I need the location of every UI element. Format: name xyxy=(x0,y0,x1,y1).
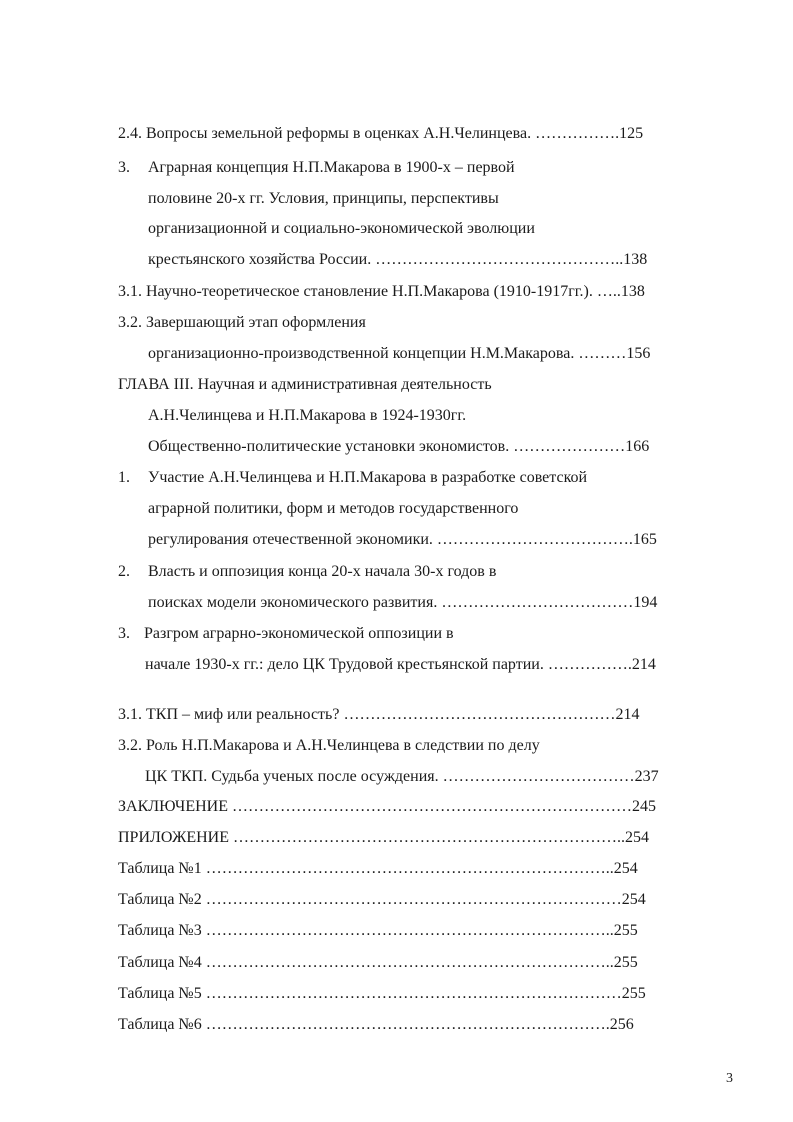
toc-entry-text: 3.2. Завершающий этап оформления xyxy=(118,314,366,331)
toc-entry xyxy=(148,219,535,239)
toc-entry-text: А.Н.Челинцева и Н.П.Макарова в 1924-1930гг. xyxy=(148,407,467,424)
toc-entry-text: организационно-производственной концепции Н.М.Макарова. ………156 xyxy=(148,345,651,362)
toc-entry-text: ЦК ТКП. Судьба ученых после осуждения. ………………………………237 xyxy=(145,768,659,785)
toc-entry xyxy=(118,797,656,817)
toc-entry xyxy=(118,468,587,488)
toc-entry-number: 2. xyxy=(118,563,130,580)
toc-entry-number: 1. xyxy=(118,469,130,486)
toc-entry xyxy=(118,890,646,910)
toc-entry-text: Участие А.Н.Челинцева и Н.П.Макарова в разработке советской xyxy=(148,469,588,486)
toc-entry-text: Таблица №4 …………………………………………………………………..255 xyxy=(118,954,638,971)
toc-entry xyxy=(118,705,639,725)
toc-entry xyxy=(148,189,499,209)
toc-entry xyxy=(148,593,657,613)
toc-entry-text: крестьянского хозяйства России. ………………………………………..138 xyxy=(148,251,648,268)
toc-entry xyxy=(148,250,647,270)
toc-entry xyxy=(118,562,496,582)
toc-entry xyxy=(118,375,492,395)
page-number: 3 xyxy=(726,1071,733,1086)
toc-entry-text: начале 1930-х гг.: дело ЦК Трудовой крестьянской партии. …………….214 xyxy=(145,656,656,673)
toc-entry xyxy=(118,984,646,1004)
toc-entry xyxy=(118,158,515,178)
toc-entry-number: 3. xyxy=(118,625,130,642)
toc-entry-text: Аграрная концепция Н.П.Макарова в 1900-х – первой xyxy=(148,159,515,176)
toc-entry-text: Разгром аграрно-экономической оппозиции в xyxy=(144,625,454,642)
toc-entry xyxy=(148,499,518,519)
toc-entry-text: ПРИЛОЖЕНИЕ ………………………………………………………………..254 xyxy=(118,829,650,846)
toc-entry-number: 3. xyxy=(118,159,130,176)
toc-entry-text: 2.4. Вопросы земельной реформы в оценках А.Н.Челинцева. …………….125 xyxy=(118,125,644,142)
toc-entry-text: Таблица №2 ……………………………………………………………………254 xyxy=(118,891,646,908)
toc-entry-text: 3.2. Роль Н.П.Макарова и А.Н.Челинцева в следствии по делу xyxy=(118,737,540,754)
toc-entry xyxy=(148,437,649,457)
toc-entry-text: организационной и социально-экономической эволюции xyxy=(148,220,535,237)
toc-entry xyxy=(118,736,540,756)
toc-entry-text: Таблица №5 ……………………………………………………………………255 xyxy=(118,985,646,1002)
toc-entry xyxy=(148,530,657,550)
toc-entry-text: ЗАКЛЮЧЕНИЕ …………………………………………………………………245 xyxy=(118,798,656,815)
toc-entry-text: поисках модели экономического развития. ………………………………194 xyxy=(148,594,658,611)
toc-entry xyxy=(118,313,366,333)
toc-entry-text: ГЛАВА III. Научная и административная деятельность xyxy=(118,376,492,393)
toc-entry xyxy=(118,124,715,144)
toc-entry-text: 3.1. Научно-теоретическое становление Н.П.Макарова (1910-1917гг.). …..138 xyxy=(118,283,645,300)
toc-entry-text: половине 20-х гг. Условия, принципы, перспективы xyxy=(148,190,499,207)
toc-entry-text: Власть и оппозиция конца 20-х начала 30-х годов в xyxy=(148,563,497,580)
toc-entry-text: Общественно-политические установки экономистов. …………………166 xyxy=(148,438,650,455)
toc-entry-text: регулирования отечественной экономики. ……………………………….165 xyxy=(148,531,657,548)
toc-entry xyxy=(118,921,638,941)
toc-entry xyxy=(145,655,656,675)
toc-entry xyxy=(148,344,650,364)
toc-entry-text: Таблица №3 …………………………………………………………………..255 xyxy=(118,922,638,939)
toc-entry-text: Таблица №6 ………………………………………………………………….256 xyxy=(118,1016,634,1033)
toc-entry-text: Таблица №1 …………………………………………………………………..254 xyxy=(118,860,638,877)
toc-entry xyxy=(145,767,659,787)
toc-entry xyxy=(118,1015,634,1035)
toc-entry xyxy=(118,624,454,644)
toc-entry-text: аграрной политики, форм и методов государственного xyxy=(148,500,519,517)
toc-entry xyxy=(118,953,638,973)
toc-entry xyxy=(118,859,638,879)
toc-entry-text: 3.1. ТКП – миф или реальность? ……………………………………………214 xyxy=(118,706,640,723)
toc-entry xyxy=(118,282,645,302)
toc-entry xyxy=(148,406,466,426)
toc-entry xyxy=(118,828,649,848)
